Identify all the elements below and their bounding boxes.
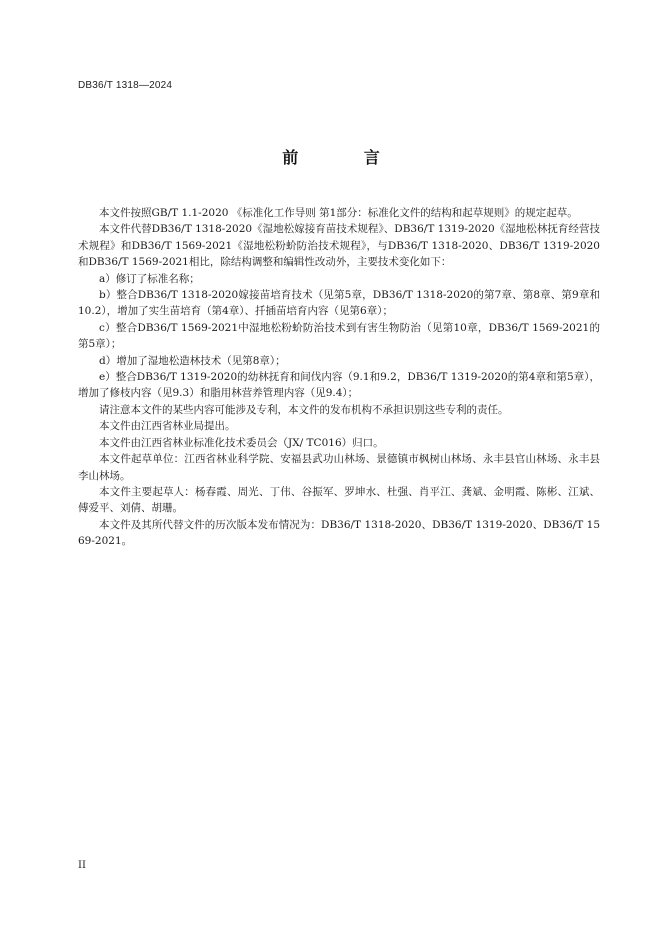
paragraph-version-history: 本文件及其所代替文件的历次版本发布情况为：DB36/T 1318-2020、DB36/T 1319-2020、DB36/T 1569-2021。	[78, 518, 600, 548]
paragraph-centralized-by: 本文件由江西省林业标准化技术委员会（JX/ TC016）归口。	[99, 436, 384, 449]
change-item-b: b）整合DB36/T 1318-2020嫁接苗培育技术（见第5章，DB36/T 1318-2020的第7章、第8章、第9章和10.2），增加了实生苗培育（第4章）、扦插苗培育内容（见第6章）；	[78, 289, 600, 318]
foreword-body	[78, 205, 600, 550]
change-item-c: c）整合DB36/T 1569-2021中湿地松粉蚧防治技术到有害生物防治（见第10章，DB36/T 1569-2021的第5章）；	[78, 321, 600, 351]
change-item-d: d）增加了湿地松造林技术（见第8章）；	[99, 354, 286, 367]
change-item-a: a）修订了标准名称；	[99, 272, 200, 285]
paragraph-drafters: 本文件主要起草人：杨春霞、周光、丁伟、谷振军、罗坤水、杜强、肖平江、龚斌、金明霞、陈彬、江斌、傅爱平、刘倩、胡珊。	[78, 485, 600, 515]
paragraph-drafting-units: 本文件起草单位：江西省林业科学院、安福县武功山林场、景德镇市枫树山林场、永丰县官山林场、永丰县李山林场。	[78, 453, 600, 482]
paragraph-replaces: 本文件代替DB36/T 1318-2020《湿地松嫁接育苗技术规程》、DB36/T 1319-2020《湿地松林抚育经营技术规程》和DB36/T 1569-2021《湿地松粉蚧防治技术规程》，与DB36/T 1318-2020、DB36/T 1319-2020和DB36/T 1569-2021相比，除结构调整和编辑性改动外，主要技术变化如下：	[78, 223, 600, 269]
change-item-e: e）整合DB36/T 1319-2020的幼林抚育和间伐内容（9.1和9.2，DB36/T 1319-2020的第4章和第5章），增加了修枝内容（见9.3）和脂用林营养管理内容（见9.4）；	[78, 371, 600, 400]
paragraph-patent-notice: 请注意本文件的某些内容可能涉及专利，本文件的发布机构不承担识别这些专利的责任。	[99, 403, 509, 416]
document-code: DB36/T 1318—2024	[78, 80, 173, 91]
paragraph-drafting-rules: 本文件按照GB/T 1.1-2020 《标准化工作导则 第1部分：标准化文件的结构和起草规则》的规定起草。	[99, 207, 578, 219]
page-title: 前 言	[282, 148, 410, 167]
page-number: II	[78, 860, 86, 871]
paragraph-proposed-by: 本文件由江西省林业局提出。	[99, 420, 236, 433]
